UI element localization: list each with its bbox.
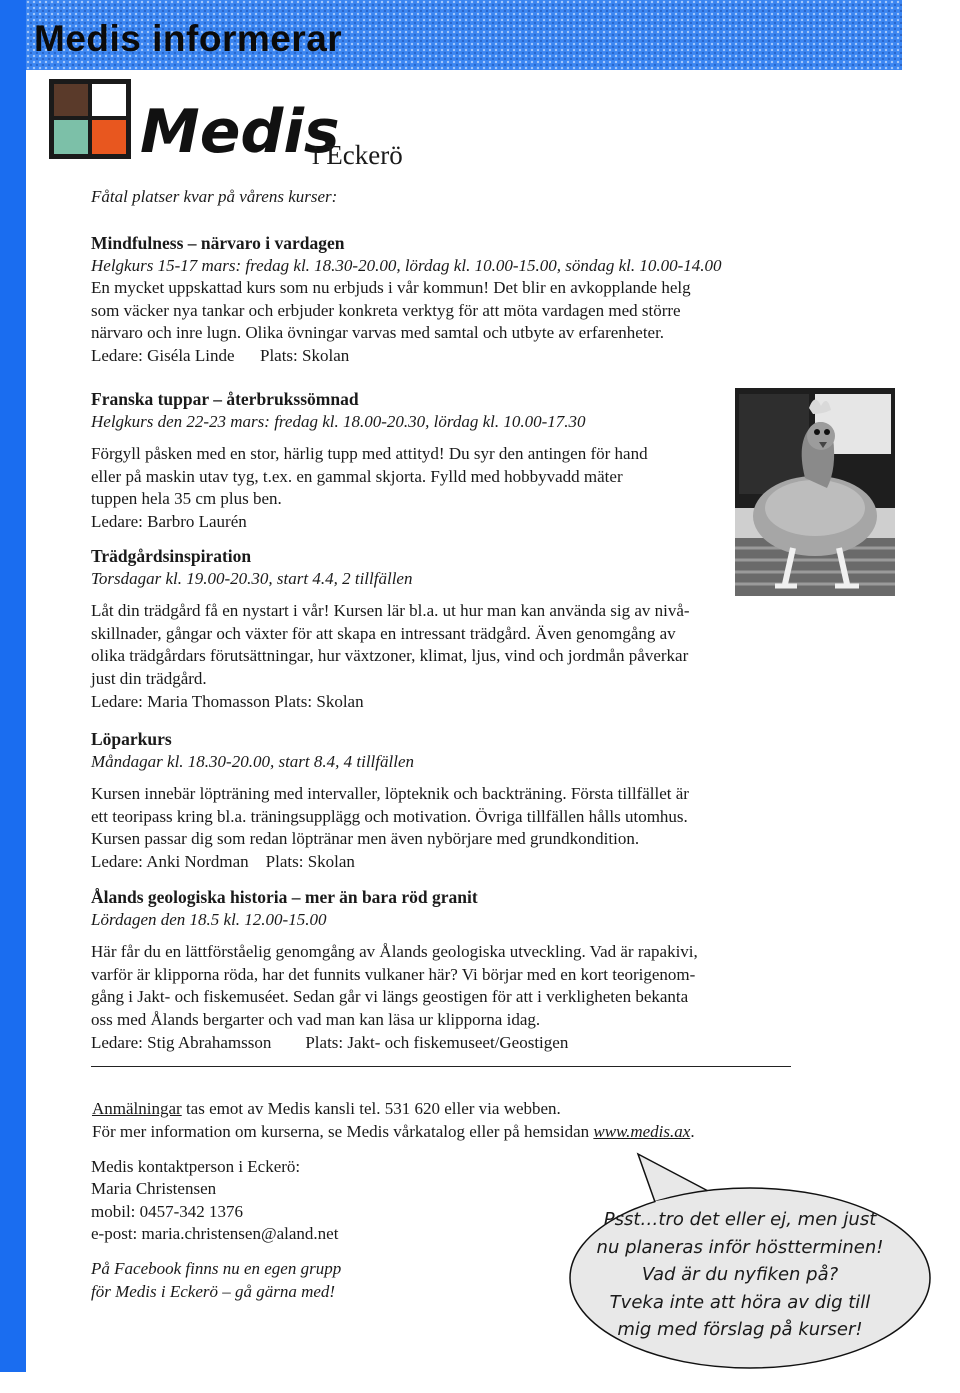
course-leader: Ledare: Anki Nordman Plats: Skolan	[91, 851, 355, 871]
course-geologi	[91, 886, 698, 1054]
course-line: som väcker nya tankar och erbjuder konkreta verktyg för att möta vardagen med större	[91, 300, 681, 320]
location-tagline: i Eckerö	[312, 140, 403, 170]
course-time: Helgkurs 15-17 mars: fredag kl. 18.30-20.00, lördag kl. 10.00-15.00, söndag kl. 10.00-14.00	[91, 255, 722, 275]
course-line: varför är klipporna röda, har det funnits vulkaner här? Vi börjar med en kort teorigenom-	[91, 964, 696, 984]
page-title: Medis informerar	[34, 18, 343, 59]
course-leader: Ledare: Barbro Laurén	[91, 511, 247, 531]
course-title: Franska tuppar – återbrukssömnad	[91, 389, 359, 409]
bubble-line: Tveka inte att höra av dig till	[609, 1291, 871, 1313]
contact-block	[91, 1156, 338, 1246]
course-leader: Ledare: Giséla Linde Plats: Skolan	[91, 345, 350, 365]
facebook-note	[91, 1257, 341, 1303]
bubble-line: mig med förslag på kurser!	[617, 1319, 863, 1340]
facebook-line: för Medis i Eckerö – gå gärna med!	[91, 1282, 336, 1301]
divider	[91, 1066, 791, 1067]
logo-wordmark: Medis	[140, 97, 340, 167]
course-line: just din trädgård.	[91, 668, 207, 688]
bubble-line: Psst…tro det eller ej, men just	[603, 1209, 877, 1230]
left-accent-bar	[0, 0, 26, 1372]
course-tradgardsinspiration	[91, 545, 690, 713]
course-time: Lördagen den 18.5 kl. 12.00-15.00	[91, 909, 327, 929]
course-line: eller på maskin utav tyg, t.ex. en gammal skjorta. Fylld med hobbyvadd mäter	[91, 466, 623, 486]
course-line: En mycket uppskattad kurs som nu erbjuds i vår kommun! Det blir en avkopplande helg	[91, 278, 691, 298]
course-line: gång i Jakt- och fiskemuséet. Sedan går vi längs geostigen för att i verkligheten bekanta	[91, 987, 689, 1007]
course-title: Trädgårdsinspiration	[91, 546, 252, 566]
course-title: Mindfulness – närvaro i vardagen	[91, 233, 345, 253]
course-line: olika trädgårdars förutsättningar, hur växtzoner, klimat, ljus, vind och jordmån påverkar	[91, 646, 689, 666]
course-line: tuppen hela 35 cm plus ben.	[91, 489, 282, 509]
signup-link[interactable]: Anmälningar	[92, 1099, 182, 1118]
contact-heading: Medis kontaktperson i Eckerö:	[91, 1157, 301, 1176]
bubble-line: nu planeras inför höstterminen!	[596, 1236, 884, 1258]
course-franska-tuppar	[91, 388, 648, 534]
info-end: .	[690, 1121, 695, 1141]
signup-info	[92, 1098, 695, 1143]
course-leader: Ledare: Maria Thomasson Plats: Skolan	[91, 691, 364, 711]
course-line: ett teoripass kring bl.a. träningsupplägg och motivation. Övriga tillfällen hålls utomhus.	[91, 806, 688, 826]
bubble-line: Vad är du nyfiken på?	[641, 1264, 839, 1285]
header-banner	[26, 0, 902, 70]
course-line: skillnader, gångar och växter för att skapa en intressant trädgård. Även genomgång av	[91, 623, 676, 643]
bubble-text	[585, 1206, 895, 1344]
course-leader: Ledare: Stig Abrahamsson Plats: Jakt- och fiskemuseet/Geostigen	[91, 1032, 569, 1052]
contact-name: Maria Christensen	[91, 1179, 217, 1199]
rooster-photo	[735, 388, 895, 601]
course-loparkurs	[91, 728, 689, 874]
contact-phone: mobil: 0457-342 1376	[91, 1201, 244, 1221]
course-time: Helgkurs den 22-23 mars: fredag kl. 18.00-20.30, lördag kl. 10.00-17.30	[91, 411, 586, 431]
course-line: Här får du en lättförståelig genomgång av Ålands geologiska utveckling. Vad är rapakivi,	[91, 942, 698, 962]
course-title: Löparkurs	[91, 729, 172, 749]
medis-logo	[48, 78, 340, 167]
course-line: oss med Ålands bergarter och vad man kan läsa ur klipporna idag.	[91, 1009, 541, 1029]
course-line: Kursen passar dig som redan löptränar men även nybörjare med grundkondition.	[91, 829, 640, 849]
course-line: Låt din trädgård få en nystart i vår! Kursen lär bl.a. ut hur man kan använda sig av nivå-	[91, 601, 690, 621]
signup-text: tas emot av Medis kansli tel. 531 620 eller via webben.	[181, 1099, 561, 1118]
course-line: Kursen innebär löpträning med intervaller, löpteknik och backträning. Första tillfället är	[91, 784, 689, 804]
contact-email: e-post: maria.christensen@aland.net	[91, 1224, 339, 1244]
website-link[interactable]: www.medis.ax	[593, 1121, 691, 1141]
info-text: För mer information om kurserna, se Medis vårkatalog eller på hemsidan	[92, 1121, 594, 1141]
course-time: Måndagar kl. 18.30-20.00, start 8.4, 4 tillfällen	[91, 751, 414, 771]
intro-text: Fåtal platser kvar på vårens kurser:	[91, 187, 338, 206]
course-line: Förgyll påsken med en stor, härlig tupp med attityd! Du syr den antingen för hand	[91, 444, 648, 464]
facebook-line: På Facebook finns nu en egen grupp	[91, 1259, 342, 1278]
course-line: närvaro och inre lugn. Olika övningar varvas med samtal och utbyte av erfarenheter.	[91, 323, 665, 343]
course-time: Torsdagar kl. 19.00-20.30, start 4.4, 2 tillfällen	[91, 568, 413, 588]
course-mindfulness	[91, 232, 722, 368]
course-title: Ålands geologiska historia – mer än bara röd granit	[91, 887, 478, 907]
